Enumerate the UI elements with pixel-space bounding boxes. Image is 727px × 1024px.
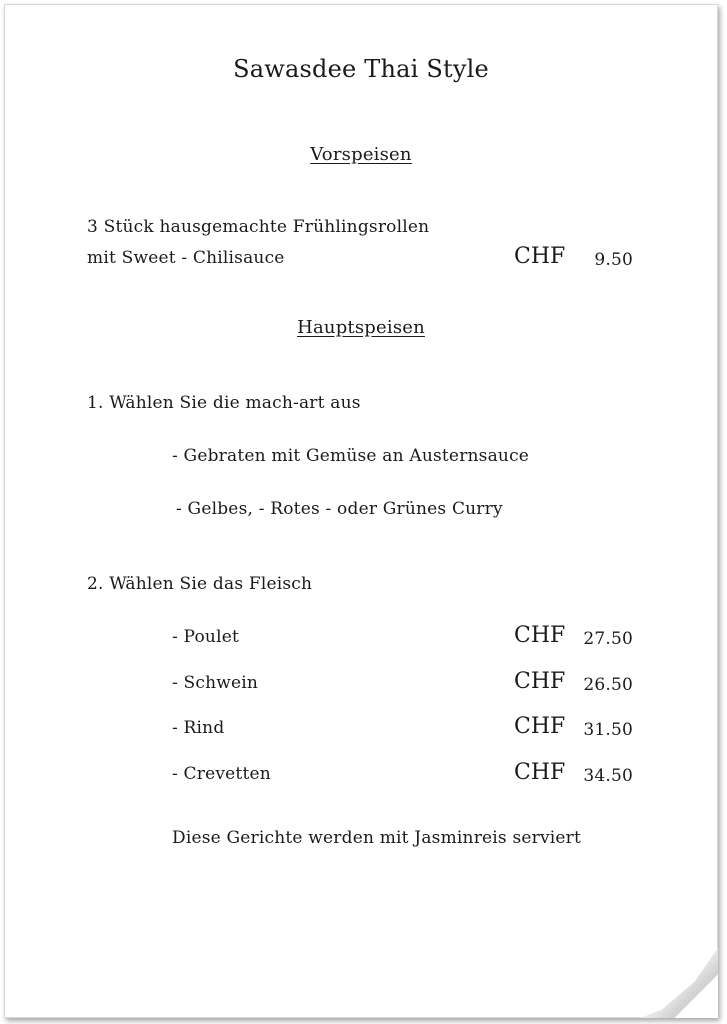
step-2-label: 2. Wählen Sie das Fleisch [87,574,313,594]
starter-currency: CHF [514,244,566,269]
meat-item-currency: CHF [514,623,566,648]
serving-note: Diese Gerichte werden mit Jasminreis serviert [172,828,582,848]
restaurant-title: Sawasdee Thai Style [233,55,489,83]
section-heading-vorspeisen: Vorspeisen [310,144,412,165]
meat-item-price: 31.50 [583,720,633,740]
starter-description-line2: mit Sweet - Chilisauce [87,248,285,268]
meat-item-currency: CHF [514,714,566,739]
menu-page [4,4,718,1018]
page-curl [640,948,718,1018]
section-heading-hauptspeisen: Hauptspeisen [297,317,425,338]
starter-price: 9.50 [594,250,633,270]
meat-item-price: 27.50 [583,629,633,649]
meat-item-currency: CHF [514,760,566,785]
meat-item-price: 26.50 [583,675,633,695]
meat-item-name: - Poulet [172,627,240,647]
meat-item-currency: CHF [514,669,566,694]
preparation-option: - Gelbes, - Rotes - oder Grünes Curry [176,499,503,519]
preparation-option: - Gebraten mit Gemüse an Austernsauce [172,446,530,466]
meat-item-name: - Schwein [172,673,259,693]
meat-item-price: 34.50 [583,766,633,786]
step-1-label: 1. Wählen Sie die mach-art aus [87,393,361,413]
meat-item-name: - Crevetten [172,764,271,784]
starter-description-line1: 3 Stück hausgemachte Frühlingsrollen [87,217,430,237]
meat-item-name: - Rind [172,718,225,738]
